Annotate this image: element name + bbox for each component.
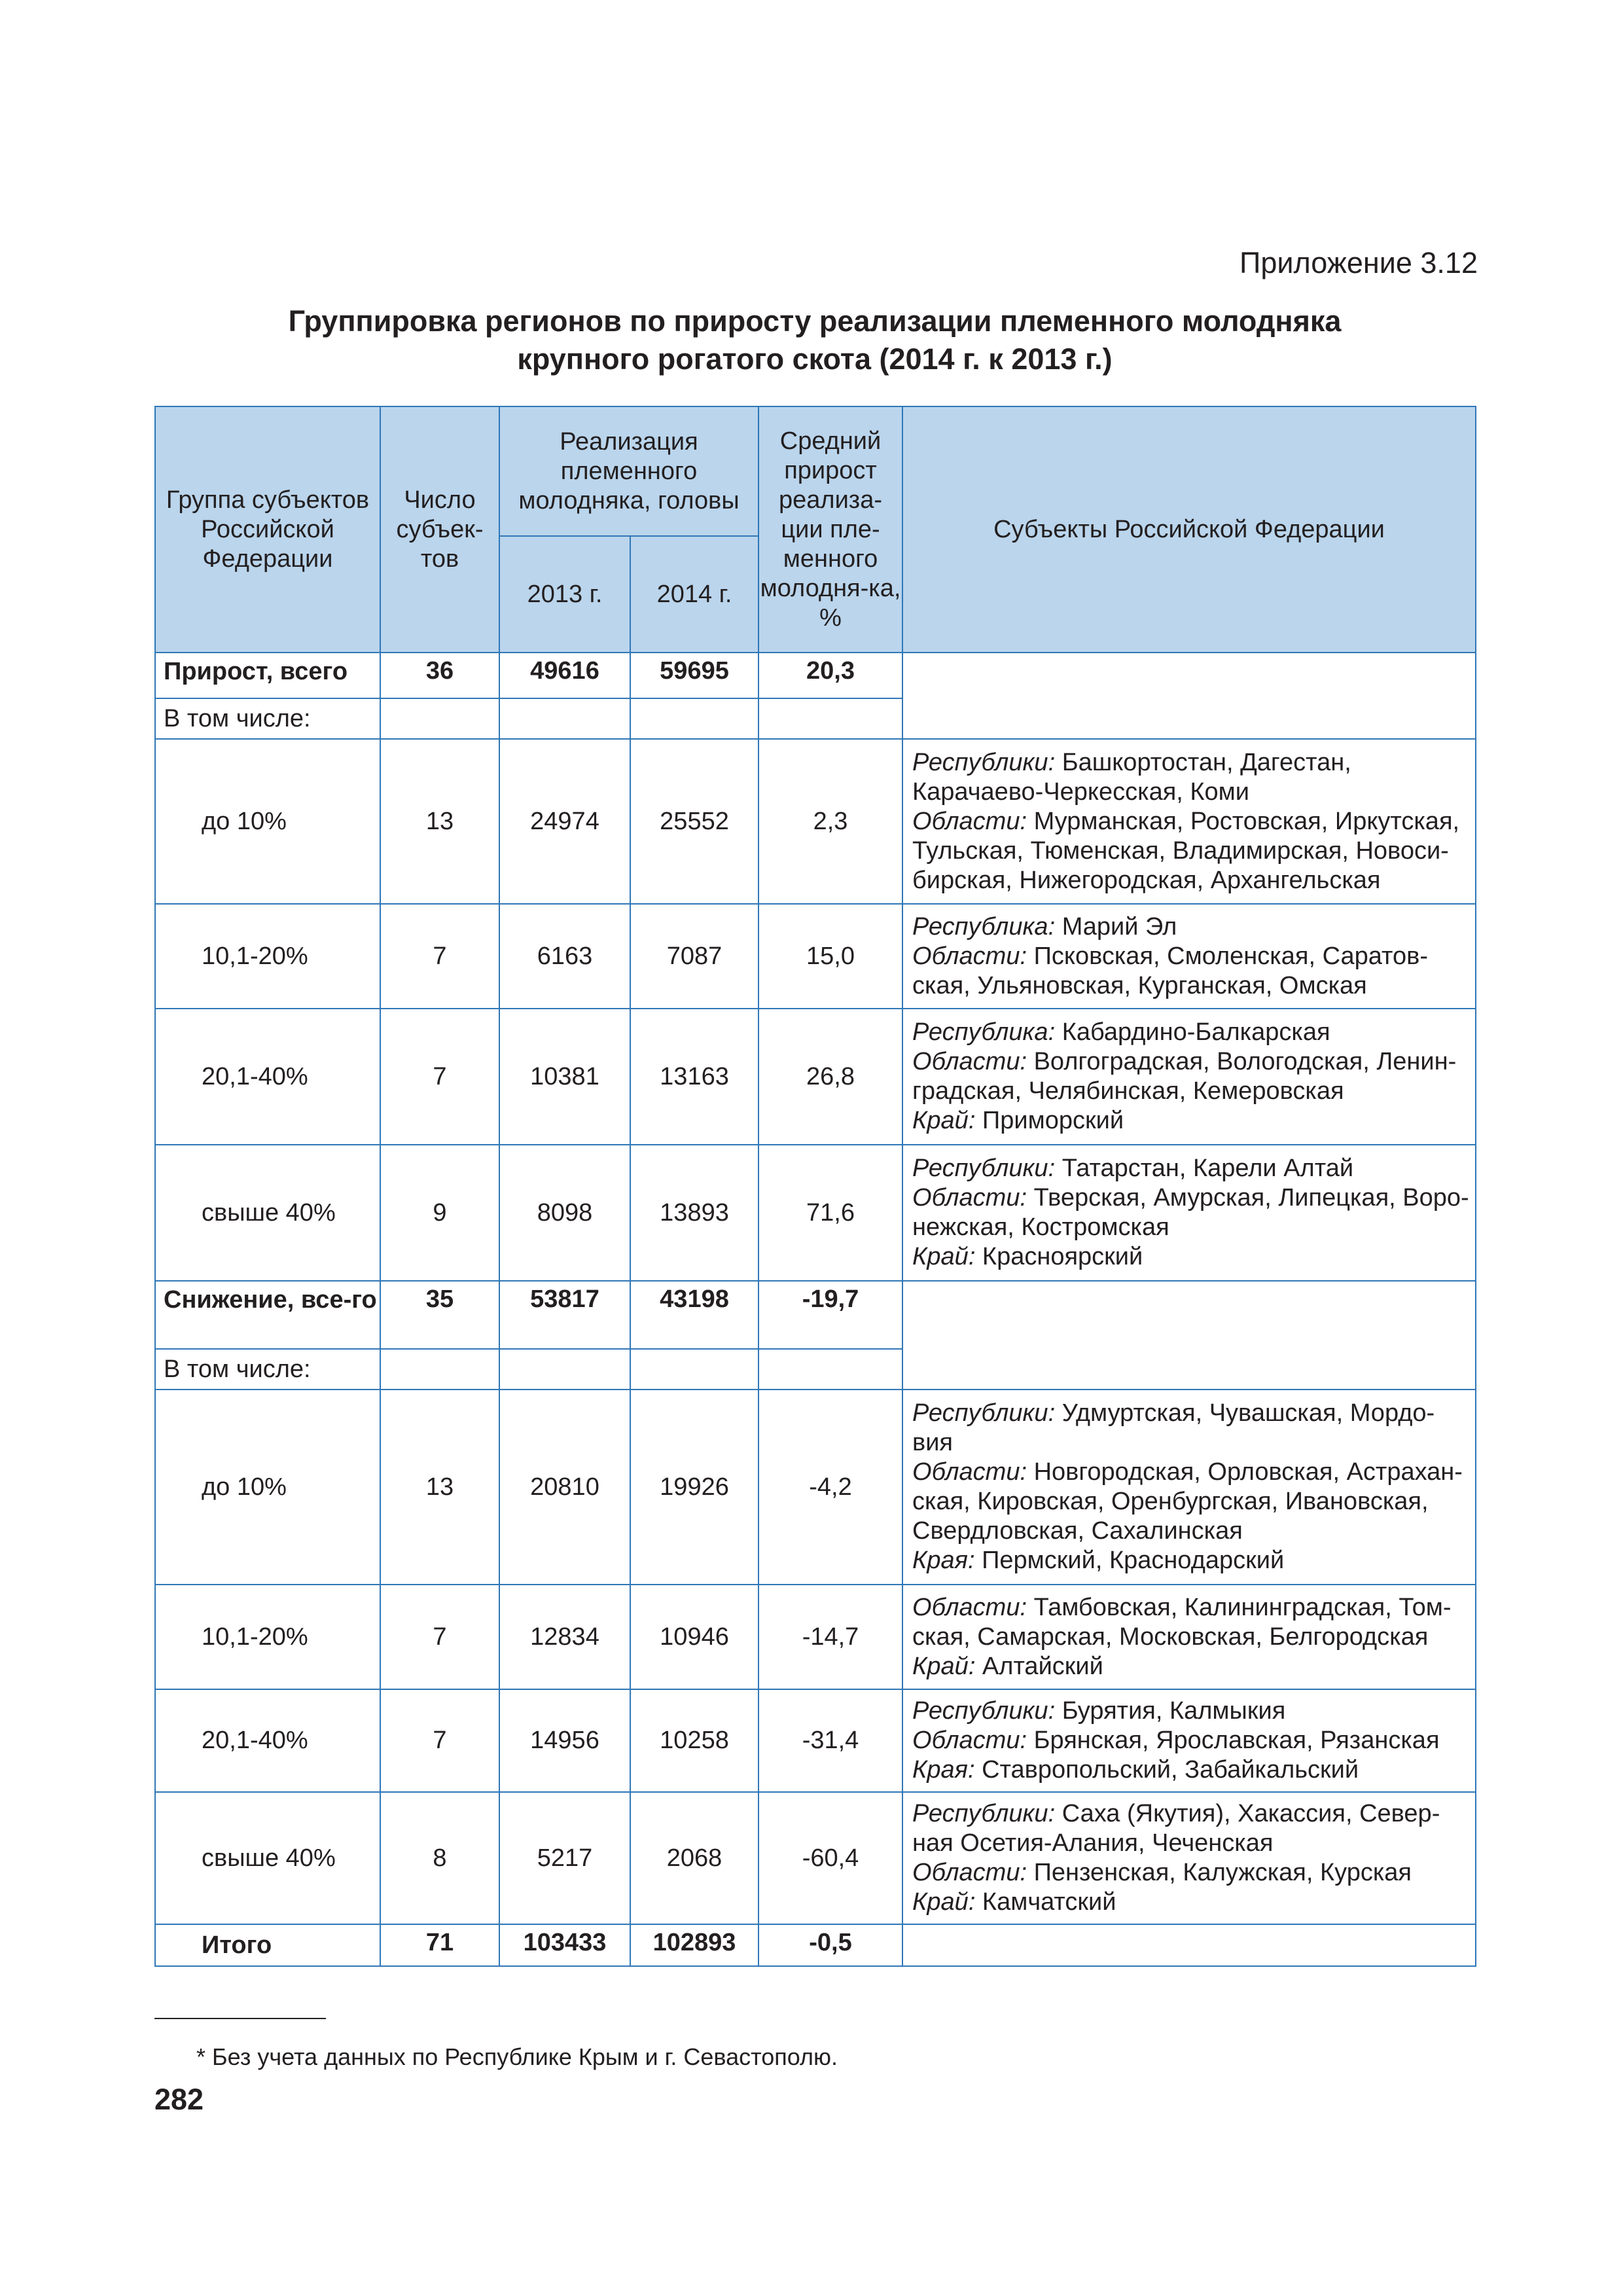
row-avg: -19,7 <box>758 1281 902 1349</box>
subject-kind: Республики: <box>912 1697 1056 1725</box>
regions-table <box>154 406 1476 1967</box>
appendix-label: Приложение 3.12 <box>1239 246 1478 279</box>
subject-list: Новгородская, Орловская, Астрахан-ская, Кировская, Оренбургская, Ивановская, Свердловская, Сахалинская <box>912 1458 1463 1545</box>
subject-kind: Области: <box>912 1048 1027 1075</box>
subject-list: Тамбовская, Калининградская, Том-ская, Самарская, Московская, Белгородская <box>912 1593 1452 1651</box>
header-sales: Реализация племенного молодняка, головы <box>499 406 758 536</box>
table-row <box>155 1585 1476 1689</box>
subject-kind: Области: <box>912 1593 1027 1621</box>
row-label: Итого <box>155 1924 380 1966</box>
table-row <box>155 1009 1476 1145</box>
table-row-total <box>155 1924 1476 1966</box>
row-2013: 103433 <box>499 1924 630 1966</box>
row-2013: 24974 <box>499 739 630 904</box>
row-2014: 43198 <box>630 1281 758 1349</box>
row-subjects-empty <box>902 1924 1476 1966</box>
header-subjects: Субъекты Российской Федерации <box>902 406 1476 653</box>
row-avg: 71,6 <box>758 1145 902 1281</box>
table-row <box>155 739 1476 904</box>
subject-list: Псковская, Смоленская, Саратов-ская, Ульяновская, Курганская, Омская <box>912 942 1428 999</box>
row-count: 7 <box>380 1009 499 1145</box>
subject-kind: Республики: <box>912 1155 1056 1182</box>
header-count: Число субъек-тов <box>380 406 499 653</box>
row-2013: 8098 <box>499 1145 630 1281</box>
row-2013: 6163 <box>499 904 630 1009</box>
empty-cell <box>380 1349 499 1390</box>
row-count: 36 <box>380 653 499 698</box>
row-2014: 10258 <box>630 1689 758 1792</box>
row-label: Снижение, все-го <box>155 1281 380 1349</box>
row-label: свыше 40% <box>155 1792 380 1924</box>
row-count: 13 <box>380 1390 499 1585</box>
row-label: до 10% <box>155 1390 380 1585</box>
header-avg-growth: Средний прирост реализа-ции пле-менного молодня-ка, % <box>758 406 902 653</box>
footnote: * Без учета данных по Республике Крым и г. Севастополю. <box>196 2043 838 2070</box>
row-count: 7 <box>380 1689 499 1792</box>
subject-list: Тверская, Амурская, Липецкая, Воро-нежская, Костромская <box>912 1184 1469 1241</box>
row-avg: 2,3 <box>758 739 902 904</box>
row-2014: 19926 <box>630 1390 758 1585</box>
footnote-divider <box>154 2018 326 2019</box>
table-row <box>155 1689 1476 1792</box>
row-count: 71 <box>380 1924 499 1966</box>
row-2014: 59695 <box>630 653 758 698</box>
subject-list: Волгоградская, Вологодская, Ленин-градская, Челябинская, Кемеровская <box>912 1048 1457 1105</box>
row-label: В том числе: <box>155 1349 380 1390</box>
empty-cell <box>630 1349 758 1390</box>
row-label: В том числе: <box>155 698 380 739</box>
row-label: до 10% <box>155 739 380 904</box>
empty-cell <box>758 1349 902 1390</box>
subject-kind: Республика: <box>912 912 1056 941</box>
subject-list: Брянская, Ярославская, Рязанская <box>1027 1727 1440 1754</box>
row-avg: -60,4 <box>758 1792 902 1924</box>
subject-kind: Край: <box>912 1888 976 1916</box>
row-count: 9 <box>380 1145 499 1281</box>
empty-cell <box>630 698 758 739</box>
table-title-line-1: Группировка регионов по приросту реализации племенного молодняка <box>288 304 1342 338</box>
row-avg: 20,3 <box>758 653 902 698</box>
row-count: 7 <box>380 904 499 1009</box>
table-row <box>155 653 1476 698</box>
row-avg: -0,5 <box>758 1924 902 1966</box>
row-subjects <box>902 1792 1476 1924</box>
subject-list: Кабардино-Балкарская <box>1055 1018 1330 1046</box>
subject-list: Ставропольский, Забайкальский <box>974 1756 1359 1784</box>
table-row <box>155 904 1476 1009</box>
row-subjects <box>902 1585 1476 1689</box>
subject-list: Красноярский <box>975 1243 1143 1270</box>
subject-kind: Области: <box>912 1859 1027 1886</box>
row-2013: 20810 <box>499 1390 630 1585</box>
header-group: Группа субъектов Российской Федерации <box>155 406 380 653</box>
row-avg: 15,0 <box>758 904 902 1009</box>
row-subjects <box>902 1145 1476 1281</box>
row-label: 20,1-40% <box>155 1689 380 1792</box>
row-label: 20,1-40% <box>155 1009 380 1145</box>
subject-list: Мурманская, Ростовская, Иркутская, Тульская, Тюменская, Владимирская, Новоси-бирская, Нижегородская, Архангельская <box>912 807 1460 894</box>
subject-list: Бурятия, Калмыкия <box>1055 1697 1286 1725</box>
subject-kind: Края: <box>912 1547 975 1574</box>
table-row <box>155 1281 1476 1349</box>
subject-kind: Области: <box>912 942 1027 970</box>
table-row <box>155 1792 1476 1924</box>
page-number: 282 <box>154 2083 204 2116</box>
row-2013: 10381 <box>499 1009 630 1145</box>
row-2014: 13893 <box>630 1145 758 1281</box>
subject-kind: Республики: <box>912 1800 1056 1827</box>
row-label: 10,1-20% <box>155 904 380 1009</box>
subject-kind: Республики: <box>912 748 1056 776</box>
subject-kind: Области: <box>912 807 1027 835</box>
subject-list: Марий Эл <box>1055 912 1177 941</box>
subject-list: Алтайский <box>975 1652 1103 1680</box>
row-label: Прирост, всего <box>155 653 380 698</box>
subject-kind: Край: <box>912 1652 976 1680</box>
subject-list: Удмуртская, Чувашская, Мордо-вия <box>912 1399 1435 1456</box>
empty-cell <box>758 698 902 739</box>
row-2014: 13163 <box>630 1009 758 1145</box>
row-avg: -4,2 <box>758 1390 902 1585</box>
row-2014: 7087 <box>630 904 758 1009</box>
row-label: свыше 40% <box>155 1145 380 1281</box>
subject-kind: Области: <box>912 1727 1027 1754</box>
empty-cell <box>499 698 630 739</box>
row-avg: -14,7 <box>758 1585 902 1689</box>
row-count: 8 <box>380 1792 499 1924</box>
empty-cell <box>380 698 499 739</box>
row-2013: 12834 <box>499 1585 630 1689</box>
row-2014: 25552 <box>630 739 758 904</box>
row-2014: 10946 <box>630 1585 758 1689</box>
row-2013: 53817 <box>499 1281 630 1349</box>
row-2014: 2068 <box>630 1792 758 1924</box>
row-subjects-empty <box>902 1281 1476 1390</box>
subject-kind: Край: <box>912 1107 976 1134</box>
header-2013: 2013 г. <box>499 536 630 653</box>
subject-list: Саха (Якутия), Хакассия, Север-ная Осетия-Алания, Чеченская <box>912 1800 1440 1857</box>
row-subjects <box>902 1390 1476 1585</box>
table-row <box>155 1390 1476 1585</box>
row-subjects <box>902 1009 1476 1145</box>
table-title-line-2: крупного рогатого скота (2014 г. к 2013 г.) <box>517 342 1113 376</box>
subject-list: Приморский <box>975 1107 1124 1134</box>
row-subjects-empty <box>902 653 1476 739</box>
row-subjects <box>902 904 1476 1009</box>
row-avg: 26,8 <box>758 1009 902 1145</box>
header-2014: 2014 г. <box>630 536 758 653</box>
row-subjects <box>902 1689 1476 1792</box>
subject-list: Пермский, Краснодарский <box>974 1547 1285 1574</box>
subject-kind: Край: <box>912 1243 976 1270</box>
row-count: 7 <box>380 1585 499 1689</box>
row-2013: 49616 <box>499 653 630 698</box>
table-row <box>155 1145 1476 1281</box>
subject-list: Пензенская, Калужская, Курская <box>1027 1859 1412 1886</box>
row-label: 10,1-20% <box>155 1585 380 1689</box>
table-title <box>154 302 1475 378</box>
subject-kind: Республики: <box>912 1399 1056 1427</box>
subject-kind: Области: <box>912 1458 1027 1486</box>
subject-list: Камчатский <box>975 1888 1116 1916</box>
row-2014: 102893 <box>630 1924 758 1966</box>
row-subjects <box>902 739 1476 904</box>
row-count: 13 <box>380 739 499 904</box>
row-2013: 5217 <box>499 1792 630 1924</box>
subject-list: Татарстан, Карели Алтай <box>1055 1155 1354 1182</box>
subject-kind: Области: <box>912 1184 1027 1211</box>
empty-cell <box>499 1349 630 1390</box>
row-avg: -31,4 <box>758 1689 902 1792</box>
subject-kind: Края: <box>912 1756 975 1784</box>
subject-kind: Республика: <box>912 1018 1056 1046</box>
row-count: 35 <box>380 1281 499 1349</box>
subject-list: Башкортостан, Дагестан, Карачаево-Черкесская, Коми <box>912 748 1351 806</box>
row-2013: 14956 <box>499 1689 630 1792</box>
